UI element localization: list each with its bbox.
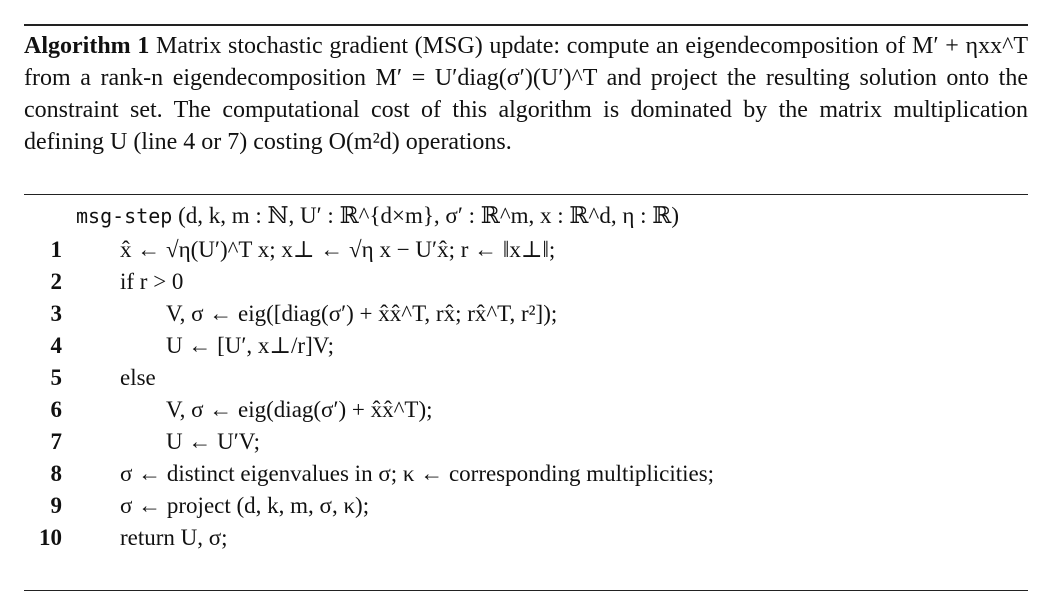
line-number: 7 [50, 429, 62, 454]
function-args: (d, k, m : ℕ, U′ : ℝ^{d×m}, σ′ : ℝ^m, x : ℝ^d, η : ℝ) [178, 203, 680, 228]
line-code: σ ← distinct eigenvalues in σ; κ ← corresponding multiplicities; [120, 461, 715, 486]
algorithm-line-3 [0, 298, 1046, 330]
line-number: 8 [50, 461, 62, 486]
line-code: U ← [U′, x⊥/r]V; [166, 333, 335, 358]
algorithm-line-4 [0, 330, 1046, 362]
line-number: 10 [39, 525, 62, 550]
algorithm-line-5 [0, 362, 1046, 394]
line-number: 2 [50, 269, 62, 294]
line-number: 9 [50, 493, 62, 518]
caption-text: Matrix stochastic gradient (MSG) update: compute an eigendecomposition of M′ + ηxx^T from a rank-n eigendecomposition M′ = U′diag(σ′)(U′)^T and project the resulting solution onto the constraint set. The computational cost of this algorithm is dominated by the matrix multiplication defining U (line 4 or 7) costing O(m²d) operations. [24, 33, 1028, 155]
algorithm-line-7 [0, 426, 1046, 458]
algorithm-line-1 [0, 234, 1046, 266]
caption-rule [24, 194, 1028, 195]
algorithm-line-8 [0, 458, 1046, 490]
algorithm-label: Algorithm 1 [24, 33, 150, 59]
line-number: 5 [50, 365, 62, 390]
line-code: V, σ ← eig(diag(σ′) + x̂x̂^T); [166, 397, 433, 422]
line-code: V, σ ← eig([diag(σ′) + x̂x̂^T, rx̂; rx̂^T, r²]); [166, 301, 558, 326]
function-name: msg-step [76, 204, 173, 228]
algorithm-line-2 [0, 266, 1046, 298]
line-code: U ← U′V; [166, 429, 261, 454]
line-number: 4 [50, 333, 62, 358]
bottom-rule [24, 590, 1028, 591]
line-number: 6 [50, 397, 62, 422]
line-code: x̂ ← √η(U′)^T x; x⊥ ← √η x − U′x̂; r ← ‖x⊥‖; [120, 237, 556, 262]
line-number: 3 [50, 301, 62, 326]
line-number: 1 [50, 237, 62, 262]
top-rule [24, 24, 1028, 26]
algorithm-caption [24, 30, 1028, 158]
algorithm-line-10 [0, 522, 1046, 554]
algorithm-line-6 [0, 394, 1046, 426]
line-code: else [120, 365, 156, 390]
line-code: return U, σ; [120, 525, 228, 550]
signature-line [0, 200, 1046, 232]
line-code: if r > 0 [120, 269, 184, 294]
algorithm-line-9 [0, 490, 1046, 522]
line-code: σ ← project (d, k, m, σ, κ); [120, 493, 370, 518]
